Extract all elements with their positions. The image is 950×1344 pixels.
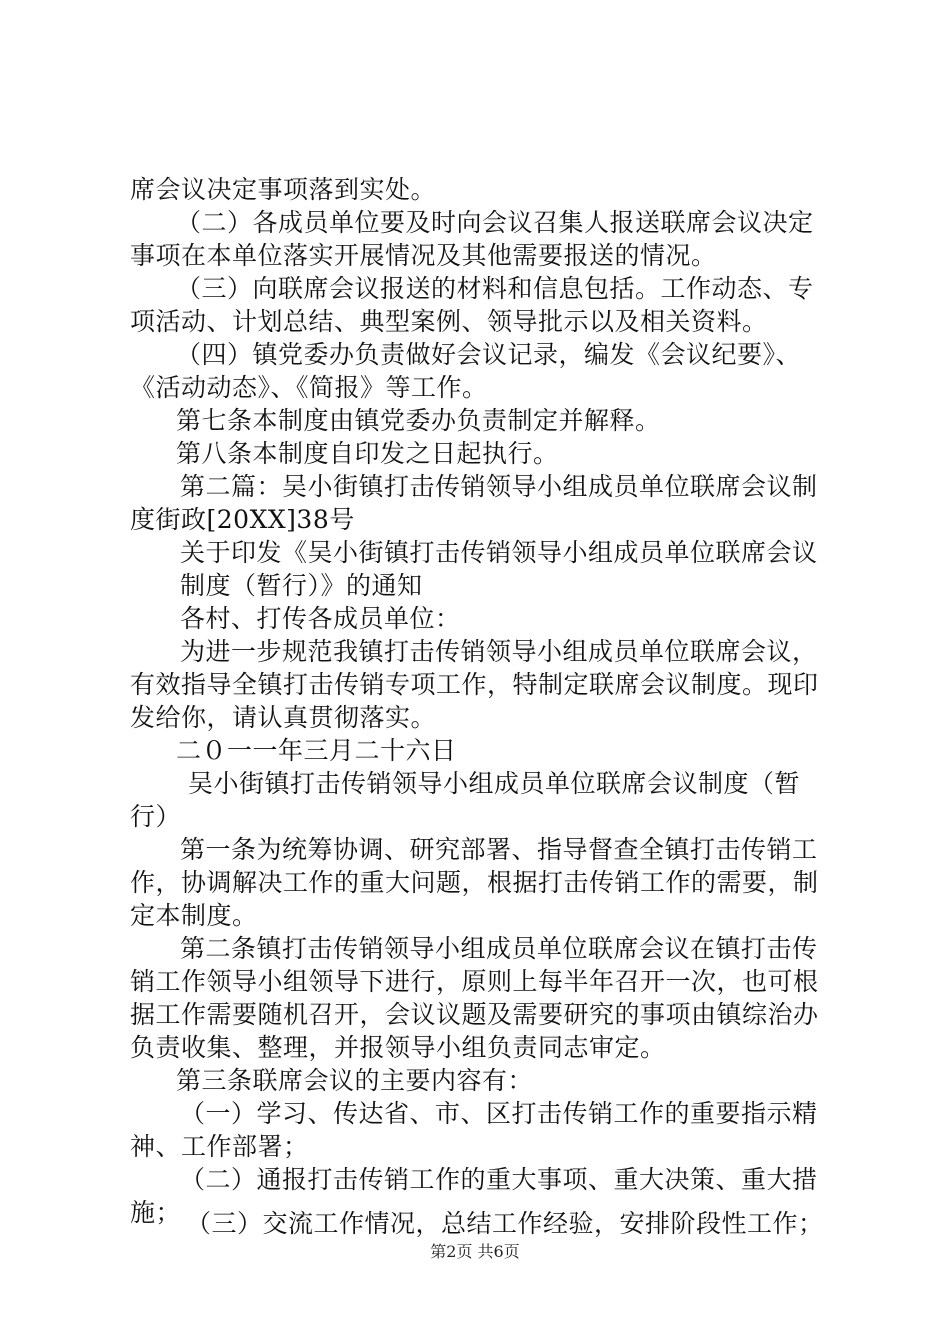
- text-line-11: 度街政[20XX]38号: [130, 505, 355, 534]
- text-line-3: 事项在本单位落实开展情况及其他需要报送的情况。: [130, 241, 717, 270]
- text-line-27: 负责收集、整理，并报领导小组负责同志审定。: [130, 1033, 666, 1062]
- text-line-13: 制度（暂行）》的通知: [180, 571, 423, 600]
- text-line-8: 第七条本制度由镇党委办负责制定并解释。: [176, 406, 661, 435]
- text-line-22: 作，协调解决工作的重大问题，根据打击传销工作的需要，制: [130, 868, 819, 897]
- text-line-2: （二）各成员单位要及时向会议召集人报送联席会议决定: [176, 208, 814, 237]
- text-line-26: 据工作需要随机召开，会议议题及需要研究的事项由镇综治办: [130, 1000, 819, 1029]
- text-line-6: （四）镇党委办负责做好会议记录，编发《会议纪要》、: [176, 340, 802, 369]
- text-line-16: 有效指导全镇打击传销专项工作，特制定联席会议制度。现印: [130, 670, 819, 699]
- date-line: 二０一一年三月二十六日: [176, 736, 457, 765]
- text-line-12: 关于印发《吴小街镇打击传销领导小组成员单位联席会议: [180, 538, 818, 567]
- text-line-19: 吴小街镇打击传销领导小组成员单位联席会议制度（暂: [188, 769, 801, 798]
- text-line-23: 定本制度。: [130, 901, 258, 930]
- text-line-5: 项活动、计划总结、典型案例、领导批示以及相关资料。: [130, 307, 768, 336]
- text-line-10: 第二篇：吴小街镇打击传销领导小组成员单位联席会议制: [180, 472, 818, 501]
- text-line-9: 第八条本制度自印发之日起执行。: [176, 439, 559, 468]
- text-line-25: 销工作领导小组领导下进行，原则上每半年召开一次，也可根: [130, 967, 819, 996]
- text-line-29: （一）学习、传达省、市、区打击传销工作的重要指示精: [180, 1099, 818, 1128]
- text-line-31: （二）通报打击传销工作的重大事项、重大决策、重大措: [180, 1165, 818, 1194]
- text-line-21: 第一条为统筹协调、研究部署、指导督查全镇打击传销工: [180, 835, 818, 864]
- text-line-1: 席会议决定事项落到实处。: [130, 175, 437, 204]
- text-line-20: 行）: [130, 802, 182, 831]
- text-line-32: 施；: [130, 1198, 182, 1227]
- text-line-15: 为进一步规范我镇打击传销领导小组成员单位联席会议，: [180, 637, 818, 666]
- text-line-7: 《活动动态》、《简报》等工作。: [130, 373, 488, 402]
- text-line-24: 第二条镇打击传销领导小组成员单位联席会议在镇打击传: [180, 934, 818, 963]
- page-footer: 第2页 共6页: [430, 1242, 520, 1261]
- text-line-30: 神、工作部署；: [130, 1132, 309, 1161]
- text-line-33: （三）交流工作情况，总结工作经验，安排阶段性工作；: [186, 1209, 824, 1238]
- text-line-4: （三）向联席会议报送的材料和信息包括。工作动态、专: [176, 274, 814, 303]
- text-line-17: 发给你，请认真贯彻落实。: [130, 703, 437, 732]
- text-line-28: 第三条联席会议的主要内容有：: [176, 1066, 534, 1095]
- text-line-14: 各村、打传各成员单位：: [180, 604, 461, 633]
